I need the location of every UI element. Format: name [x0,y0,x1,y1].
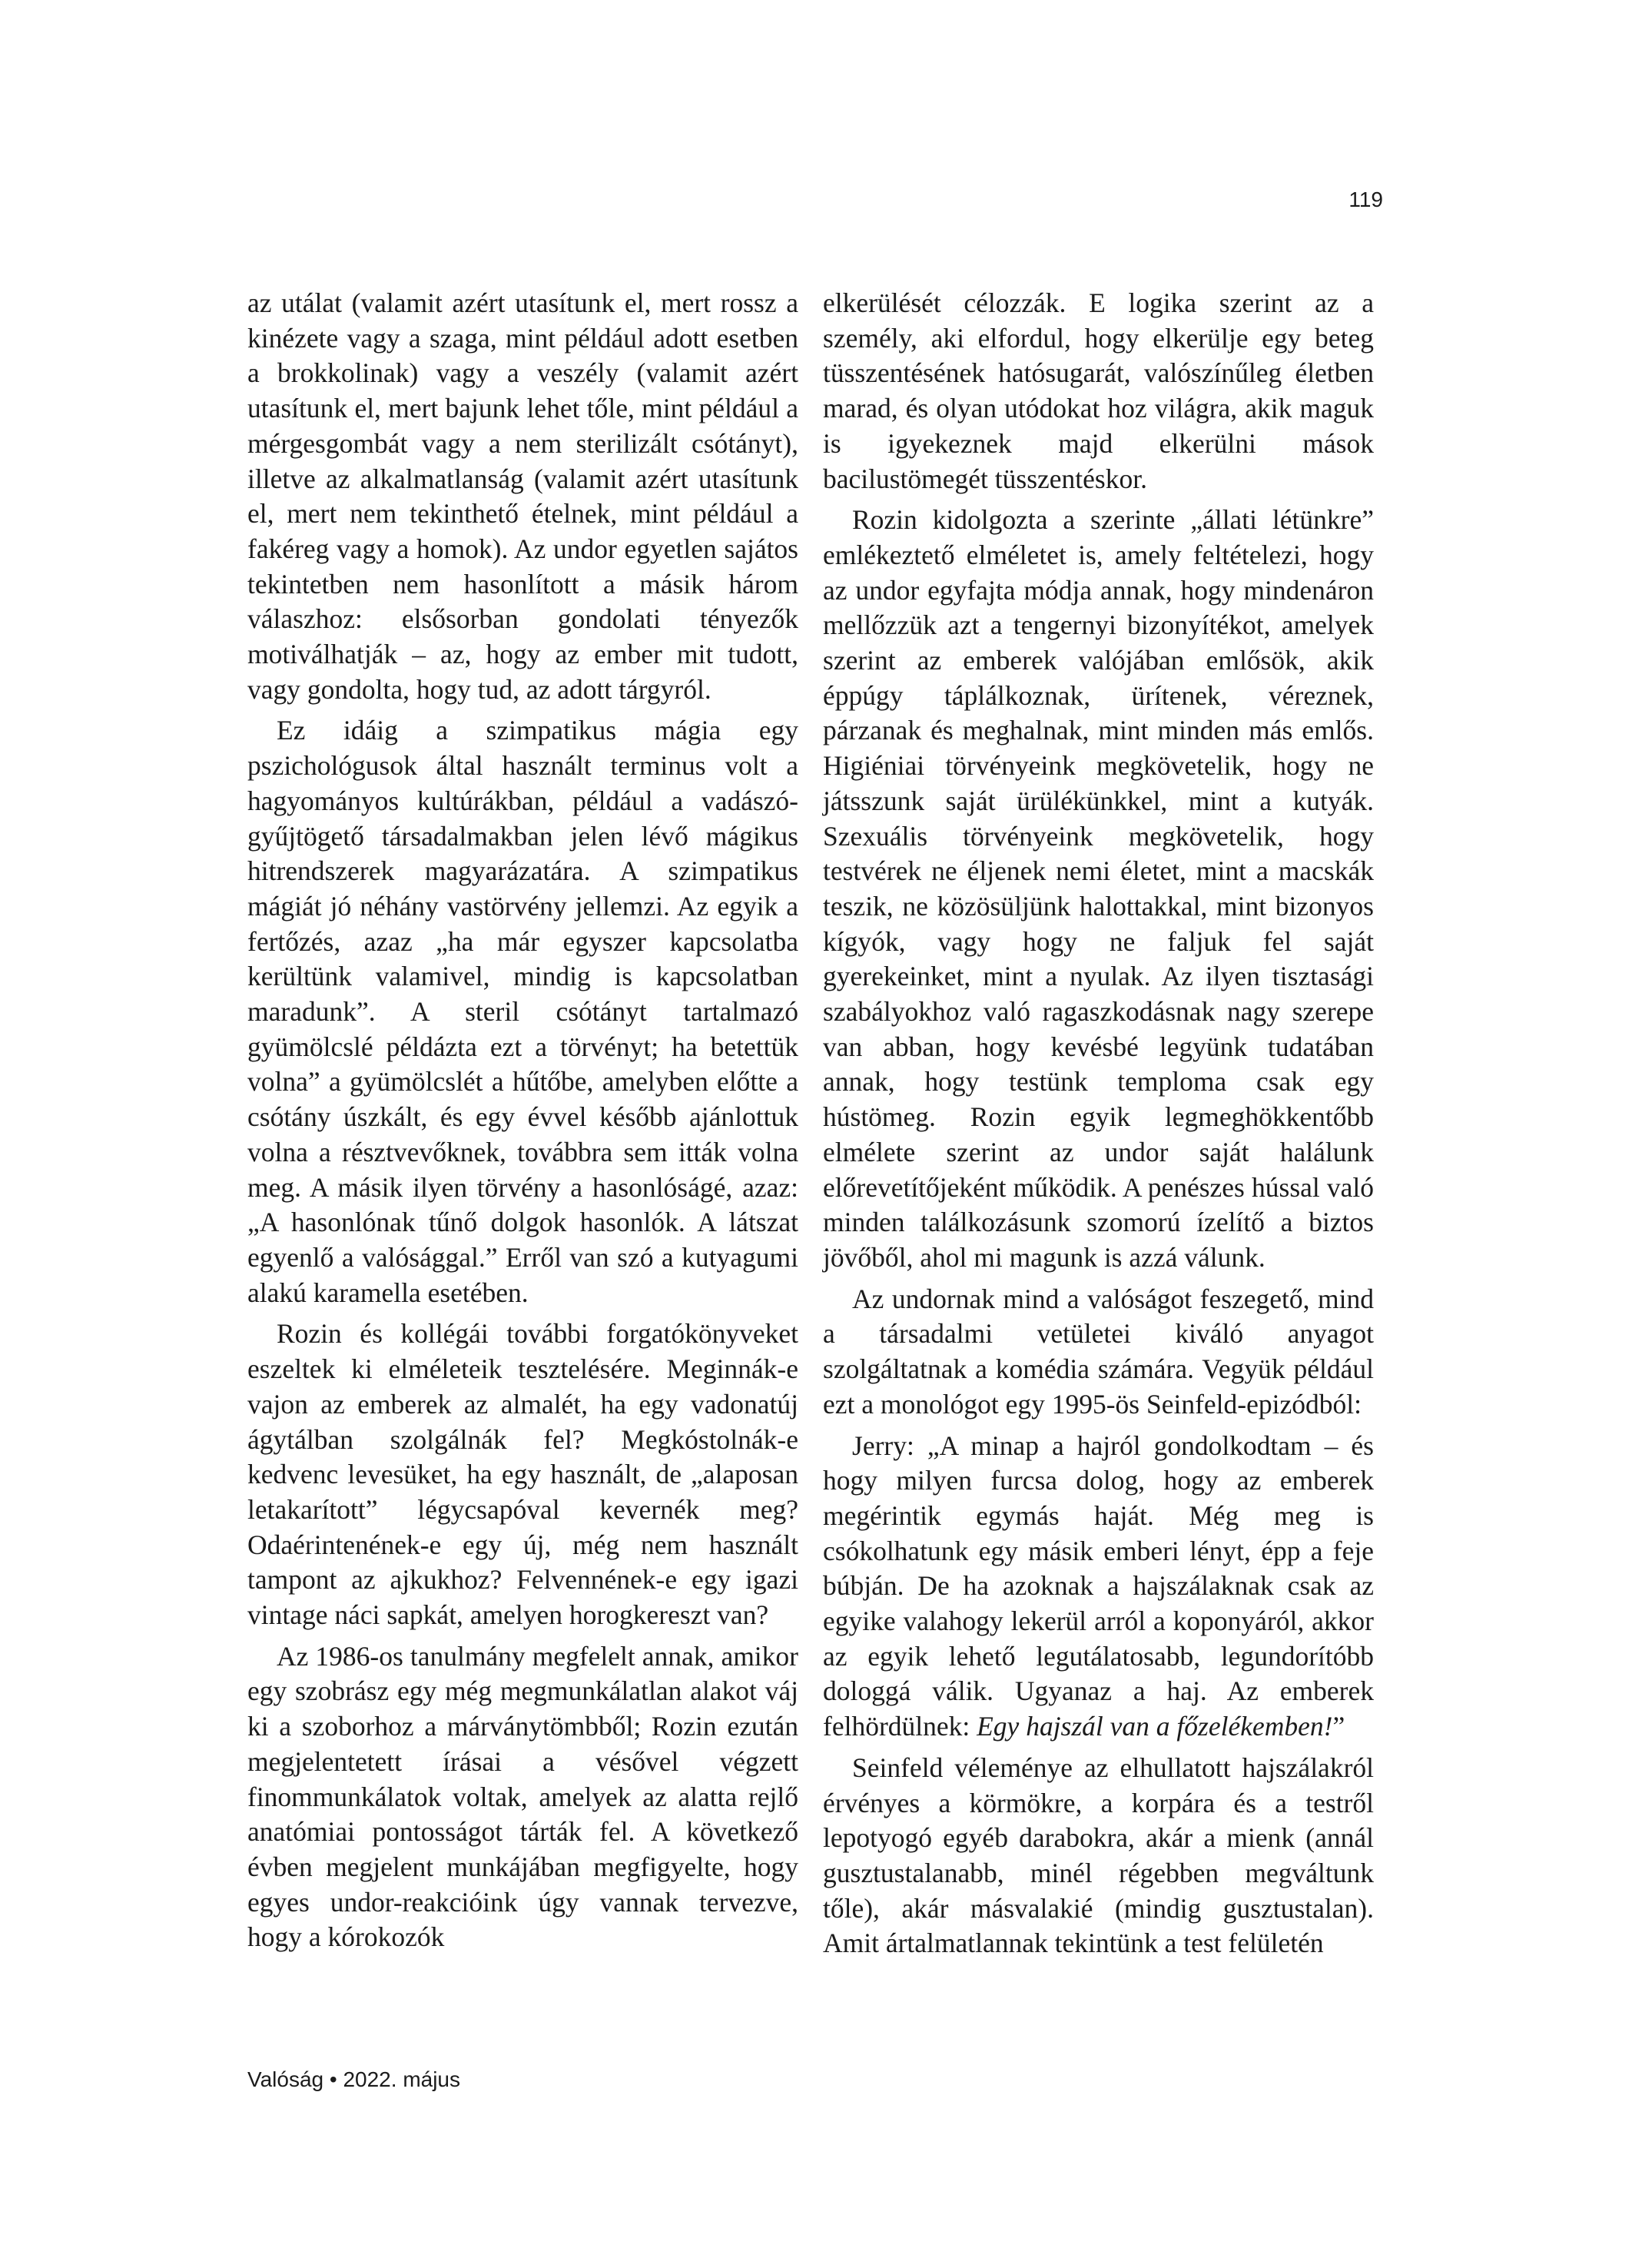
paragraph: Rozin kidolgozta a szerinte „állati létünkre” emlékeztető elméletet is, amely feltételezi, hogy az undor egyfajta módja annak, hogy mindenáron mellőzzük azt a tengernyi bizonyítékot, amelyek szerint az emberek valójában emlősök, akik éppúgy táplálkoznak, ürítenek, véreznek, párzanak és meghalnak, mint minden más emlős. Higiéniai törvényeink megkövetelik, hogy ne játsszunk saját ürülékünkkel, mint a kutyák. Szexuális törvényeink megkövetelik, hogy testvérek ne éljenek nemi életet, mint a macskák teszik, ne közösüljünk halottakkal, mint bizonyos kígyók, vagy hogy ne faljuk fel saját gyerekeinket, mint a nyulak. Az ilyen tisztasági szabályokhoz való ragaszkodásnak nagy szerepe van abban, hogy kevésbé legyünk tudatában annak, hogy testünk temploma csak egy hústömeg. Rozin egyik legmeghökkentőbb elmélete szerint az undor saját halálunk előrevetítőjeként működik. A penészes hússal való minden találkozásunk szomorú ízelítő a biztos jövőből, ahol mi magunk is azzá válunk. [823,504,1374,1273]
paragraph: Az 1986-os tanulmány megfelelt annak, amikor egy szobrász egy még megmunkálatlan alakot váj ki a szoborhoz a márványtömbből; Rozin ezután megjelentetett írásai a vésővel végzett finommunkálatok voltak, amelyek az alatta rejlő anatómiai pontosságot tárták fel. A következő évben megjelent munkájában megfigyelte, hogy egyes undor-reakcióink úgy vannak tervezve, hogy a kórokozók [247,1640,798,1953]
paragraph: Ez idáig a szimpatikus mágia egy pszichológusok által használt terminus volt a hagyományos kultúrákban, például a vadászó-gyűjtögető társadalmakban jelen lévő mágikus hitrendszerek magyarázatára. A szimpatikus mágiát jó néhány vastörvény jellemzi. Az egyik a fertőzés, azaz „ha már egyszer kapcsolatba kerültünk valamivel, mindig is kapcsolatban maradunk”. A steril csótányt tartalmazó gyümölcslé példázta ezt a törvényt; ha betettük volna” a gyümölcslét a hűtőbe, amelyben előtte a csótány úszkált, és egy évvel később ajánlottuk volna a résztvevőknek, továbbra sem itták volna meg. A másik ilyen törvény a hasonlóságé, azaz: „A hasonlónak tűnő dolgok hasonlók. A látszat egyenlő a valósággal.” Erről van szó a kutyagumi alakú karamella esetében. [247,715,798,1308]
paragraph: az utálat (valamit azért utasítunk el, mert rossz a kinézete vagy a szaga, mint például adott esetben a brokkolinak) vagy a veszély (valamit azért utasítunk el, mert bajunk lehet tőle, mint például a mérgesgombát vagy a nem sterilizált csótányt), illetve az alkalmatlanság (valamit azért utasítunk el, mert nem tekinthető ételnek, mint például a fakéreg vagy a homok). Az undor egyetlen sajátos tekintetben nem hasonlított a másik három válaszhoz: elsősorban gondolati tényezők motiválhatják – az, hogy az ember mit tudott, vagy gondolta, hogy tud, az adott tárgyról. [247,287,798,705]
paragraph: elkerülését célozzák. E logika szerint az a személy, aki elfordul, hogy elkerülje egy beteg tüsszentésének hatósugarát, valószínűleg életben marad, és olyan utódokat hoz világra, akik maguk is igyekeznek majd elkerülni mások bacilustömegét tüsszentéskor. [823,287,1374,494]
left-column [247,286,798,1961]
paragraph: Rozin és kollégái további forgatókönyveket eszeltek ki elméleteik tesztelésére. Meginnák-e vajon az emberek az almalét, ha egy vadonatúj ágytálban szolgálnák fel? Megkóstolnák-e kedvenc levesüket, ha egy használt, de „alaposan letakarított” légycsapóval kevernék meg? Odaérintenének-e egy új, még nem használt tampont az ajkukhoz? Felvennének-e egy igazi vintage náci sapkát, amelyen horogkereszt van? [247,1318,798,1631]
quote-text: Jerry: „A minap a hajról gondolkodtam – és hogy milyen furcsa dolog, hogy az emberek megérintik egymás haját. Még meg is csókolhatunk egy másik emberi lényt, épp a feje búbján. De ha azoknak a hajszálaknak csak az egyike valahogy lekerül arról a koponyáról, akkor az egyik lehető legutálatosabb, legundorítóbb dologgá válik. Ugyanaz a haj. Az emberek felhördülnek: [823,1430,1374,1742]
right-column [823,286,1374,1967]
footer: Valóság • 2022. május [247,2067,461,2091]
quote-italic-text: Egy hajszál van a főzelékemben! [977,1711,1333,1742]
quote-paragraph [823,1429,1374,1745]
paragraph: Az undornak mind a valóságot feszegető, mind a társadalmi vetületei kiváló anyagot szolgáltatnak a komédia számára. Vegyük például ezt a monológot egy 1995-ös Seinfeld-epizódból: [823,1283,1374,1420]
paragraph: Seinfeld véleménye az elhullatott hajszálakról érvényes a körmökre, a korpára és a testről lepotyogó egyéb darabokra, akár a mienk (annál gusztustalanabb, minél régebben megváltunk tőle), akár másvalakié (mindig gusztustalan). Amit ártalmatlannak tekintünk a test felületén [823,1752,1374,1959]
quote-closing-mark: ” [1332,1711,1345,1742]
page-number: 119 [1348,188,1383,211]
